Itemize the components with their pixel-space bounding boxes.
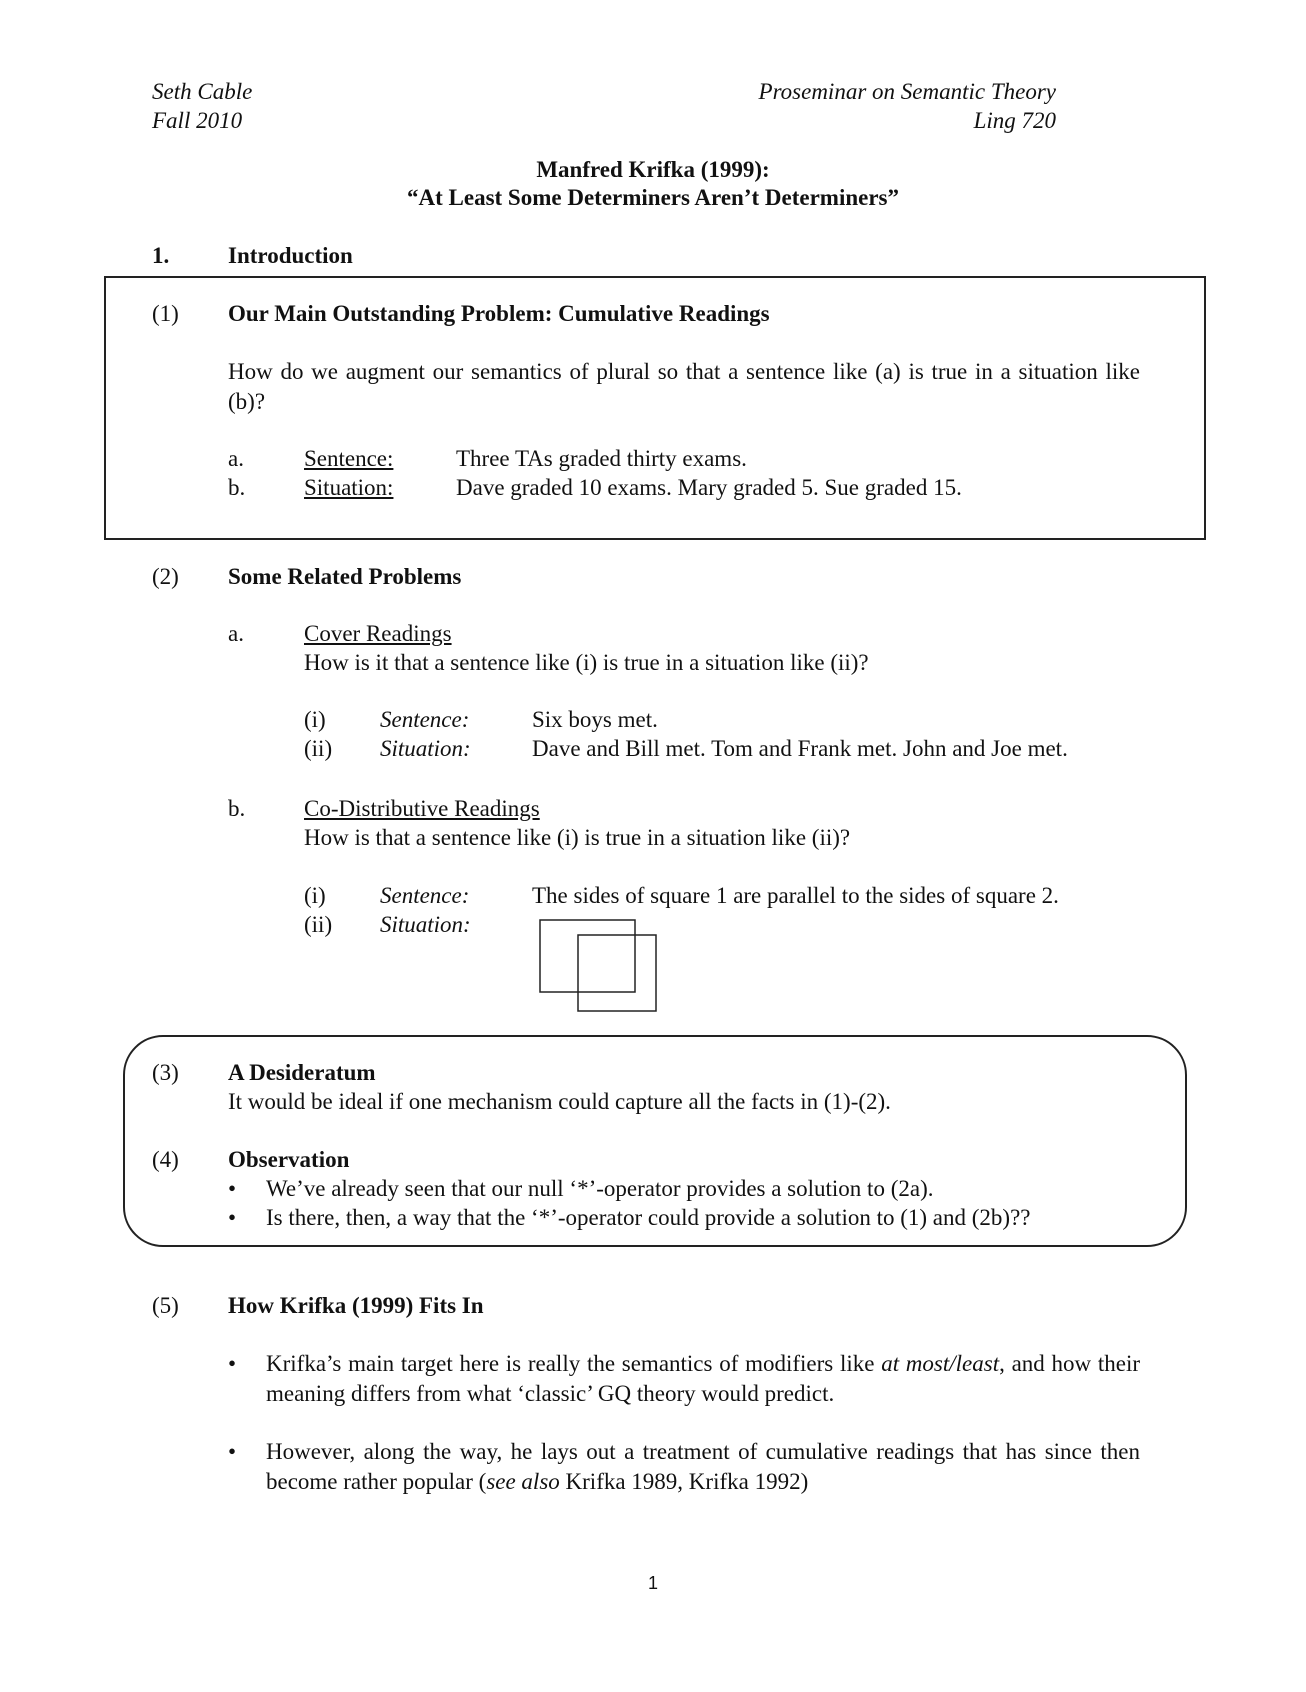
- ex2-b-label: b.: [228, 796, 246, 821]
- ex1-b-term: Situation:: [304, 475, 394, 500]
- ex5-number: (5): [152, 1293, 179, 1318]
- ex2-b-question: How is that a sentence like (i) is true in a situation like (ii)?: [304, 825, 851, 850]
- square-2: [578, 935, 656, 1011]
- ex1-question: How do we augment our semantics of plural so that a sentence like (a) is true in a situation like (b)?: [228, 359, 1140, 414]
- ex4-number: (4): [152, 1147, 179, 1172]
- ex5-bullet-2-pre: However, along the way, he lays out a treatment of cumulative readings that has since then become rather popular (: [266, 1439, 1140, 1494]
- course-title: Proseminar on Semantic Theory: [758, 79, 1056, 104]
- ex1-heading: Our Main Outstanding Problem: Cumulative Readings: [228, 301, 770, 326]
- author: Seth Cable: [152, 79, 253, 104]
- ex4-heading: Observation: [228, 1147, 350, 1172]
- ex5-bullet-1-em: at most/least: [881, 1351, 1000, 1376]
- ex3-heading: A Desideratum: [228, 1060, 376, 1085]
- bullet-icon: •: [228, 1176, 237, 1201]
- ex1-a-label: a.: [228, 446, 244, 471]
- ex3-text: It would be ideal if one mechanism could capture all the facts in (1)-(2).: [228, 1089, 891, 1114]
- ex2-b-i-text: The sides of square 1 are parallel to the sides of square 2.: [532, 883, 1059, 908]
- bullet-icon: •: [228, 1439, 237, 1464]
- ex2-b-i: (i): [304, 883, 326, 908]
- ex2-a-ii: (ii): [304, 736, 333, 761]
- ex4-bullet-2: Is there, then, a way that the ‘*’-operator could provide a solution to (1) and (2b)??: [266, 1205, 1031, 1230]
- ex5-bullet-1-pre: Krifka’s main target here is really the semantics of modifiers like: [266, 1351, 882, 1376]
- ex2-b-i-term: Sentence:: [380, 883, 470, 908]
- ex2-b-ii: (ii): [304, 912, 333, 937]
- ex2-a-label: a.: [228, 621, 244, 646]
- overlapping-squares-figure: [538, 918, 660, 1014]
- ex2-a-i-term: Sentence:: [380, 707, 470, 732]
- page-number: 1: [647, 1573, 658, 1593]
- ex2-heading: Some Related Problems: [228, 564, 462, 589]
- section-number: 1.: [152, 243, 170, 268]
- term: Fall 2010: [152, 108, 243, 133]
- ex1-number: (1): [152, 301, 179, 326]
- ex5-heading: How Krifka (1999) Fits In: [228, 1293, 484, 1318]
- title-line-1: Manfred Krifka (1999):: [536, 157, 770, 182]
- ex1-b-text: Dave graded 10 exams. Mary graded 5. Sue graded 15.: [456, 475, 962, 500]
- ex5-bullet-2-post: Krifka 1989, Krifka 1992): [559, 1469, 809, 1494]
- ex1-b-label: b.: [228, 475, 246, 500]
- title-line-2: “At Least Some Determiners Aren’t Determiners”: [407, 185, 899, 210]
- ex2-a-question: How is it that a sentence like (i) is true in a situation like (ii)?: [304, 650, 869, 675]
- ex2-a-i-text: Six boys met.: [532, 707, 658, 732]
- ex2-a-title: Cover Readings: [304, 621, 452, 646]
- ex4-bullet-1: We’ve already seen that our null ‘*’-operator provides a solution to (2a).: [266, 1176, 934, 1201]
- section-heading: Introduction: [228, 243, 353, 268]
- ex5-bullet-2-em: see also: [486, 1469, 560, 1494]
- ex2-a-ii-term: Situation:: [380, 736, 471, 761]
- course-code: Ling 720: [973, 108, 1056, 133]
- ex5-bullet-2: [266, 1437, 1140, 1497]
- bullet-icon: •: [228, 1205, 237, 1230]
- ex2-b-title: Co-Distributive Readings: [304, 796, 540, 821]
- ex3-number: (3): [152, 1060, 179, 1085]
- ex5-bullet-1-post: , and how their meaning differs from what ‘classic’ GQ theory would predict.: [266, 1351, 1140, 1406]
- ex2-a-i: (i): [304, 707, 326, 732]
- ex2-a-ii-text: Dave and Bill met. Tom and Frank met. John and Joe met.: [532, 736, 1068, 761]
- ex2-number: (2): [152, 564, 179, 589]
- bullet-icon: •: [228, 1351, 237, 1376]
- ex5-bullet-1: [266, 1349, 1140, 1409]
- ex2-b-ii-term: Situation:: [380, 912, 471, 937]
- square-1: [540, 920, 635, 992]
- ex1-a-text: Three TAs graded thirty exams.: [456, 446, 747, 471]
- ex1-a-term: Sentence:: [304, 446, 394, 471]
